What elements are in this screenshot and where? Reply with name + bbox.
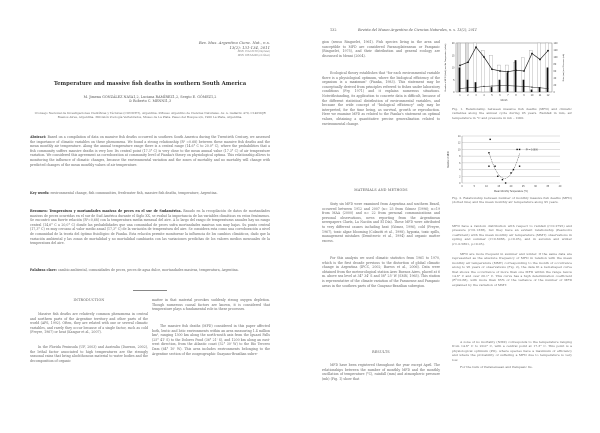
data-point [502,179,503,180]
x-tick-label: 35 [546,185,550,188]
y2-tick-label: 0 [553,91,555,94]
y2-tick-label: 120 [553,49,558,52]
rainfall-point [491,68,493,70]
y-tick-label: 14 [457,135,461,138]
page-number: 132 [330,28,337,32]
page-132 [300,0,600,433]
authors [30,95,270,104]
intro-paragraph-1: Massive fish deaths are relatively common phenomena in central and northern parts of the Argentine territory and other parts of the world (APS, 1992). Often, they are related with one or several climatic variables, and rarely they occur because of a single factor, such as cold (Freyre, 1967) or heat (Kangur et al., 2007). [30,312,148,335]
rainfall-point [483,56,485,58]
journal-name: Rev. Mus. Argentino Cienc. Nat., n.s. [198,40,270,45]
data-point [494,166,495,167]
rainfall-point [547,50,549,52]
authors-line-1: M. Jimena GONZÁLEZ NAYA1,2, Luciana RAMÍREZ1,2, Sergio E. GÓMEZ1,2 [83,95,217,99]
temperature-bar [537,43,540,92]
keywords [30,191,270,196]
data-point [510,172,511,173]
x-tick-label: 8 [515,94,517,97]
rainfall-point [507,71,509,73]
col2-paragraph-4: For the bulk of Paranensean and Pampasic fis- [460,365,533,369]
y-tick-label: 10 [457,148,461,152]
y2-tick-label: 80 [553,63,557,66]
x-tick-label: 30 [534,185,537,188]
y2-tick-label: 20 [553,84,557,87]
data-point [488,152,489,153]
intro-paragraph-2: In the Florida Peninsula (UF, 2003) and Australia (Dawson, 2002), the lethal factor associated to high temperatures are the strongly seasonal rains that bring alochthonous material to water bodies and the decomposition of organic [30,345,148,363]
x-tick-label: 5 [473,185,475,188]
data-point [513,169,514,170]
mfd-bar [467,80,469,92]
pressure-point [475,87,476,88]
pressure-point [499,85,500,86]
x-tick-label: 9 [523,94,525,97]
pressure-point [539,87,540,88]
r-squared-annotation: R² = 0.6806 [525,149,538,152]
methods-heading: MATERIALS AND METHODS [354,188,408,192]
methods-paragraph-1: Sixty six MFD were examined from Argentina and southern Brazil, occurred between 1912 and 2007 (n= 25 from Gómez (1996); n=19 from MAA (2000) and n= 22 from personal communications and personal observations, news reporting from the Argentinean newspapers Clarín, La Nación and El Día). These MFD were attributed to very different causes including heat (Gómez, 1996), cold (Freyre, 1967), toxic algae blooming (Colautti et al., 1998), hypoxia, toxic spills, management mistakes (Demitrovic et al., 1994) and organic matter excess. [322,202,440,243]
intro-paragraph-4: The massive fish deaths (MFD) considered in this paper affected both, lentic and lotic environments within an area measuring 1.4 million km², ranging 1300 km along the north-south axis from the Iguazú Falls (25° 41' S) to the Dolores Pond (36° 21' S), and 1200 km along an east-west direction, from the Atlantic coast (52° 30' W) to the Río Tercero Dam (64° 10' W). This area includes environments belonging to the Argentine section of the zoogeographic Guayano-Brazilian subre- [152,324,270,356]
rainfall-point [531,53,533,55]
keywords-text: environmental change, fish communities, freshwater fish, massive fish deaths, temperature, Argentina. [50,191,218,195]
y-tick-label: 2 [459,175,461,179]
figure-2-chart [442,133,568,195]
pressure-point [507,85,508,86]
x-tick-label: 12 [546,94,550,97]
data-point [519,149,520,150]
x-tick-label: 7 [507,94,509,97]
y2-tick-label: 140 [553,42,558,45]
data-point [489,139,490,140]
running-head-title: Revista del Museo Argentino de Ciencias Naturales, n. s. 13(2), 2011 [358,28,478,32]
y2-tick-label: 100 [553,56,558,59]
x-tick-label: 25 [521,185,525,188]
resumen-label: Resumen: Temperatura y mortandades masivas de peces en el sur de Sudamérica. [30,209,182,213]
journal-volume: 13(2): 131-134, 2011 [229,44,270,50]
intro-paragraph-3: matter in that material provokes suddenly strong oxygen depletion. Though numerous causal factors are known, it is considered that temperature plays a fundamental role in these processes. [152,298,270,312]
rainfall-point [475,46,477,48]
authors-line-2: & Roberto C. MENNI1,3 [128,99,172,104]
figure-1-caption: Fig. 1. Relationship between massive fish deaths (MFD) and climatic variables along the annual cycle during 95 years. Rainfall in mm, air temperature in °C and pressure in mb – 1000. [452,107,572,120]
pressure-point [491,85,492,86]
x-tick-label: 5 [491,94,493,97]
palabras-text: cambio ambiental, comunidades de peces, peces de agua dulce, mortandades masivas, temperatura, Argentina. [57,268,239,272]
section-divider [133,290,167,291]
x-tick-label: 40 [558,185,562,188]
y-tick-label: 0 [459,182,461,185]
data-point [516,149,517,150]
resumen [30,209,270,246]
y-tick-label: 12 [457,141,461,145]
pressure-point [459,88,460,89]
mfd-bar [515,60,517,92]
rainfall-point [539,59,541,61]
abstract-label: Abstract: [30,135,47,139]
y-tick-label: 4 [459,168,461,172]
x-tick-label: 4 [483,94,485,97]
results-paragraph-1: MFD have been registered throughout the year except April. The relationships between the number of monthly MFD and the monthly oscillation of temperature (°C), rainfall (mm) and atmospheric pressure (mb) (Fig. 1) show that [322,363,440,381]
keywords-label: Key words: [30,191,50,195]
palabras-clave [30,268,270,273]
article-title: Temperature and massive fish deaths in southern South America [53,81,247,87]
x-axis-label: Month [500,99,508,102]
y-tick-label: 20 [451,42,455,45]
resumen-text: Basado en la recopilación de datos de mortandades masivas de peces ocurridas en el sur de Sud América durante el Siglo XX, se evaluó la importancia de las variables climáticas en estos fenómenos. Se encontró una fuerte relación (R²=0,68) con la temperatura media mensual del aire. A lo largo del rango de temperaturas anuales hay un rango central (14,6° C a 20,0° C) donde las probabilidades que una comunidad de peces sufra mortandades masivas son muy bajas. Su punto central (17,3° C) es muy cercano al valor medio anual (17,3° C) de la variación de temperatura del aire. Se considera esta como una corroboración a nivel de comunidad de la teoría del óptimo fisiológico de Pianka. Esta relación permite monitorear la influencia de los cambios climáticos, dado que la variación ambiental y las zonas de mortalidad y no mortalidad cambiarán con las variaciones predichas de los valores medios mensuales de la temperatura del aire. [30,209,270,246]
col1-paragraph-1: gion (sensu Ringuelet, 1961). Fish species living in the area and susceptible to MFD are considered Paranoplatensean or Pampasic (Ringuelet, 1975), and their distribution and general ecology are discussed in Menni (2004). [322,40,440,58]
x-tick-label: 11 [538,94,542,97]
x-tick-label: 1 [459,94,461,97]
abstract-text: Based on a compilation of data on massive fish deaths occurred in southern South America during the Twentieth Century, we assessed the importance of climatic variables on these phenomena. We found a strong relationship (R² =0.68) between these massive fish deaths and the mean monthly air temperature. Along the annual temperature range there is a central range (14.6° C to 20.0° C), where the probabilities that a fish community suffers massive deaths is very low. Its central point (17.3° C) is very close to the mean annual value (17.3° C) of air temperature variation. We considered this agreement as corroboration at community level of Pianka's theory on physiological optima. This relationship allows to monitoring the influence of climatic changes, because the environmental variation and the zones of mortality and no mortality will change with predicted changes of the mean monthly values of air temperature. [30,135,270,167]
rainfall-point [467,61,469,63]
data-point [519,166,520,167]
figure-1-chart [442,40,568,106]
x-tick-label: 15 [497,185,501,188]
mfd-bar [531,90,533,92]
y-tick-label: 0 [453,91,455,94]
col2-paragraph-2: MFD are more frequent in summer and winter. If the same data are represented as the absolute frequency of MFD in relation with the mean monthly air temperature (MMT) corresponding to the month of occurrence along to 95 years of observations (Fig. 2), the data fit a bell-shaped curve that shows the occurrence of more than one MFD within the range below 14.6° C and over 20.1° C. This curve has a high determination coefficient (R²=0.68), with more than 65% of the variance of the number of MFD explained by the variation of MMT. [452,252,572,287]
col2-paragraph-1: MFD have a random distribution with respect to rainfall (r=0.2795) and pressure (r=0.1338), but they have an evident relationship (Pearson's coefficient) with the mean monthly air temperature (MMT) observations in spring and summer (r=0.6066, p<0.05), and in autumn and winter (r=-0.5801, p<0.05). [452,224,572,246]
figure-2-caption: Fig. 2. Relationship between number of monthly massive fish deaths (MFD) (dotted line) and the mean monthly air temperature along 95 years. [452,196,572,205]
y2-tick-label: 40 [553,77,557,80]
mfd-bar [491,87,493,92]
pressure-point [483,86,484,87]
methods-paragraph-2: For this analysis we used climatic statistics from 1961 to 1970, which is the first decade previous to the distortion of global climatic change in Argentina (IPCC, 2002; Barros et al., 2006). Data were obtained from the meteorological station Aero Buenos Aires, placed at 6 m. above sea level at 34° 34' S and 58° 25' W (SMN, 1965). This station is representative of the climate variation of the Paranense and Pampasic areas in the southern parts of the Guayano-Brazilian subregion. [322,256,440,288]
col1-paragraph-2: Ecological theory establishes that "for each environmental variable there is a physiological optimum, where the biological efficiency of the organism is a maximum" (Pianka, 1983). This statement may be conceptually derived from principles referred to fishes under laboratory conditions (Fry, 1971) and it explains numerous situations. Notwithstanding, its application to concrete data is difficult, because of the different statistical distribution of environmental variables, and because the wide concept of "biological efficiency" only may be interpreted, for the time being, as survival, growth or reproduction. Here we examine MFD as related to the Pianka's statement on optimal values, obtaining a quantitative precise generalization related to environmental change. [322,71,440,126]
rainfall-point [499,70,501,72]
x-tick-label: 3 [475,94,477,97]
y-axis-label: Number of MFD (black) and Air Temperature (white) [445,43,447,92]
abstract [30,135,270,167]
affiliations: 1Consejo Nacional de Investigaciones Científicas y Técnicas (CONICET), Argentina. 2Museo Argentino de Ciencias Naturales. Av. A. Gallardo 470, C1405DJR Buenos Aires, Argentina. 3División Zoología Vertebrados, Museo de La Plata. Paseo del Bosque s/n, 1900 La Plata, Argentina. [34,111,266,119]
pressure-point [531,87,532,88]
x-tick-label: 2 [467,94,469,97]
x-tick-label: 20 [509,185,513,188]
results-heading: RESULTS [372,350,390,354]
intro-heading: INTRODUCTION [73,298,105,302]
rainfall-point [523,70,525,72]
y2-axis-label: Rain (mm) and Pressure (mb) [563,53,565,82]
y-axis-label: Number of MFD [448,151,450,168]
y-tick-label: 6 [459,161,461,165]
pressure-point [515,85,516,86]
col2-paragraph-3: A zone of no mortality (NMZ) corresponds to the temperature ranging from 14.6° C to 20.0° C, with a central point at 17.3° C. This point is a physiological optimum (PO), where species have a maximum of efficiency and where the probability of suffering a MFD due to temperature is very low. [452,340,572,362]
rainfall-point [459,65,461,67]
issn-print: ISSN 1514-5158 (impresa) [237,50,270,54]
pressure-point [547,88,548,89]
x-tick-label: 0 [461,185,463,188]
pressure-point [467,87,468,88]
x-tick-label: 6 [499,94,501,97]
data-point [505,182,506,183]
x-tick-label: 10 [485,185,488,188]
x-tick-label: 10 [530,94,534,97]
data-point [488,166,489,167]
x-axis-label: Mean Monthly Temperature (°C) [494,190,528,193]
issn-online: ISSN 1853-0400 (en línea) [237,53,270,57]
mfd-bar [507,72,509,92]
palabras-label: Palabras clave: [30,268,57,272]
rainfall-point [515,69,517,71]
y-tick-label: 8 [459,155,461,159]
y-tick-label: 10 [451,66,455,70]
data-point [497,176,498,177]
y2-tick-label: 60 [553,70,557,73]
y-tick-label: 15 [451,54,455,58]
journal-citation [199,41,270,57]
pressure-point [523,86,524,87]
y-tick-label: 5 [453,78,455,82]
